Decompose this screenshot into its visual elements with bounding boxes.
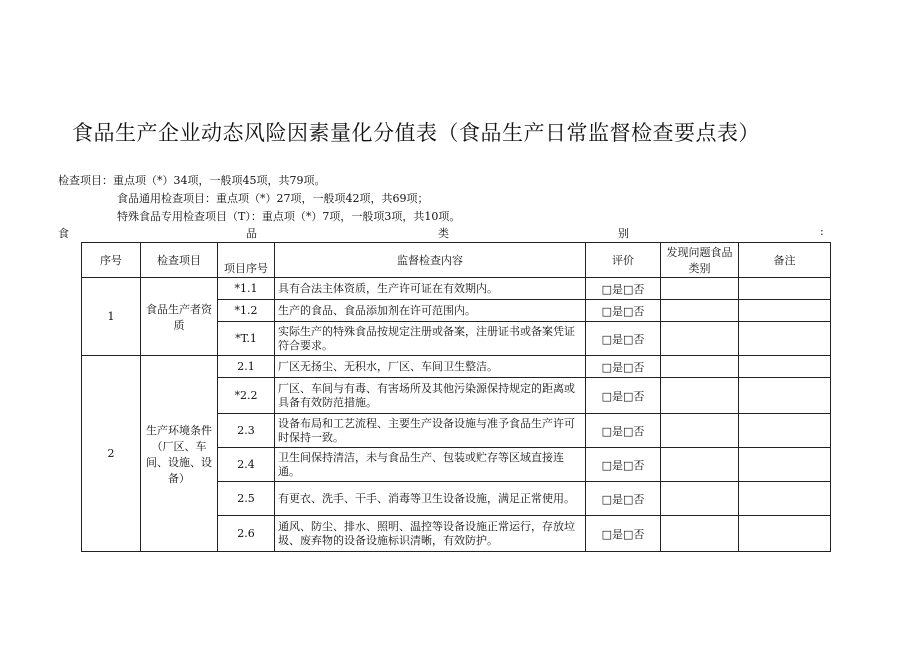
remarks-cell[interactable]	[739, 356, 831, 378]
item-no: 2.6	[218, 516, 275, 552]
item-no: 2.5	[218, 482, 275, 516]
item-content: 生产的食品、食品添加剂在许可范围内。	[275, 300, 586, 322]
evaluation-checkbox[interactable]: □是□否	[586, 482, 661, 516]
remarks-cell[interactable]	[739, 448, 831, 482]
item-content: 具有合法主体资质，生产许可证在有效期内。	[275, 278, 586, 300]
problem-category-cell[interactable]	[661, 378, 739, 414]
evaluation-checkbox[interactable]: □是□否	[586, 278, 661, 300]
food-category-char: 类	[438, 227, 449, 240]
item-content: 有更衣、洗手、干手、消毒等卫生设备设施，满足正常使用。	[275, 482, 586, 516]
problem-category-cell[interactable]	[661, 322, 739, 356]
item-no: *2.2	[218, 378, 275, 414]
item-no: *1.2	[218, 300, 275, 322]
item-no: *1.1	[218, 278, 275, 300]
header-check-item: 检查项目	[141, 243, 218, 278]
group-check-item: 生产环境条件（厂区、车间、设施、设备）	[141, 356, 218, 552]
remarks-cell[interactable]	[739, 378, 831, 414]
remarks-cell[interactable]	[739, 300, 831, 322]
remarks-cell[interactable]	[739, 414, 831, 448]
inspection-table	[81, 242, 831, 552]
item-content: 厂区、车间与有毒、有害场所及其他污染源保持规定的距离或具备有效防范措施。	[275, 378, 586, 414]
item-content: 通风、防尘、排水、照明、温控等设备设施正常运行，存放垃圾、废弃物的设备设施标识清晰，有效防护。	[275, 516, 586, 552]
food-category-char: 品	[246, 227, 257, 240]
problem-category-cell[interactable]	[661, 278, 739, 300]
table-row	[82, 356, 831, 378]
problem-category-cell[interactable]	[661, 414, 739, 448]
item-content: 实际生产的特殊食品按规定注册或备案，注册证书或备案凭证符合要求。	[275, 322, 586, 356]
header-content: 监督检查内容	[275, 243, 586, 278]
page-title: 食品生产企业动态风险因素量化分值表（食品生产日常监督检查要点表）	[72, 121, 760, 145]
evaluation-checkbox[interactable]: □是□否	[586, 322, 661, 356]
evaluation-checkbox[interactable]: □是□否	[586, 516, 661, 552]
food-category-char: 别	[618, 227, 629, 240]
problem-category-cell[interactable]	[661, 356, 739, 378]
table-row	[82, 278, 831, 300]
header-remarks: 备注	[739, 243, 831, 278]
problem-category-cell[interactable]	[661, 482, 739, 516]
group-check-item: 食品生产者资质	[141, 278, 218, 356]
info-line-general: 食品通用检查项目：重点项（*）27项，一般项42项，共69项；	[117, 192, 429, 205]
food-category-colon: :	[820, 225, 824, 238]
item-content: 卫生间保持清洁，未与食品生产、包装或贮存等区域直接连通。	[275, 448, 586, 482]
food-category-char: 食	[58, 227, 69, 240]
remarks-cell[interactable]	[739, 482, 831, 516]
food-category-row	[58, 225, 830, 239]
evaluation-checkbox[interactable]: □是□否	[586, 378, 661, 414]
header-problem-category: 发现问题食品类别	[661, 243, 739, 278]
evaluation-checkbox[interactable]: □是□否	[586, 448, 661, 482]
remarks-cell[interactable]	[739, 516, 831, 552]
remarks-cell[interactable]	[739, 278, 831, 300]
item-no: 2.1	[218, 356, 275, 378]
item-content: 厂区无扬尘、无积水，厂区、车间卫生整洁。	[275, 356, 586, 378]
info-line-special: 特殊食品专用检查项目（T）：重点项（*）7项，一般项3项，共10项。	[117, 210, 461, 223]
item-no: 2.3	[218, 414, 275, 448]
info-line-total: 检查项目：重点项（*）34项，一般项45项，共79项。	[58, 174, 326, 187]
table-header-row	[82, 243, 831, 278]
header-evaluation: 评价	[586, 243, 661, 278]
group-seq: 1	[82, 278, 141, 356]
problem-category-cell[interactable]	[661, 448, 739, 482]
problem-category-cell[interactable]	[661, 516, 739, 552]
item-content: 设备布局和工艺流程、主要生产设备设施与准予食品生产许可时保持一致。	[275, 414, 586, 448]
item-no: 2.4	[218, 448, 275, 482]
evaluation-checkbox[interactable]: □是□否	[586, 356, 661, 378]
evaluation-checkbox[interactable]: □是□否	[586, 300, 661, 322]
item-no: *T.1	[218, 322, 275, 356]
group-seq: 2	[82, 356, 141, 552]
problem-category-cell[interactable]	[661, 300, 739, 322]
header-item-no: 项目序号	[218, 243, 275, 278]
header-seq: 序号	[82, 243, 141, 278]
remarks-cell[interactable]	[739, 322, 831, 356]
evaluation-checkbox[interactable]: □是□否	[586, 414, 661, 448]
